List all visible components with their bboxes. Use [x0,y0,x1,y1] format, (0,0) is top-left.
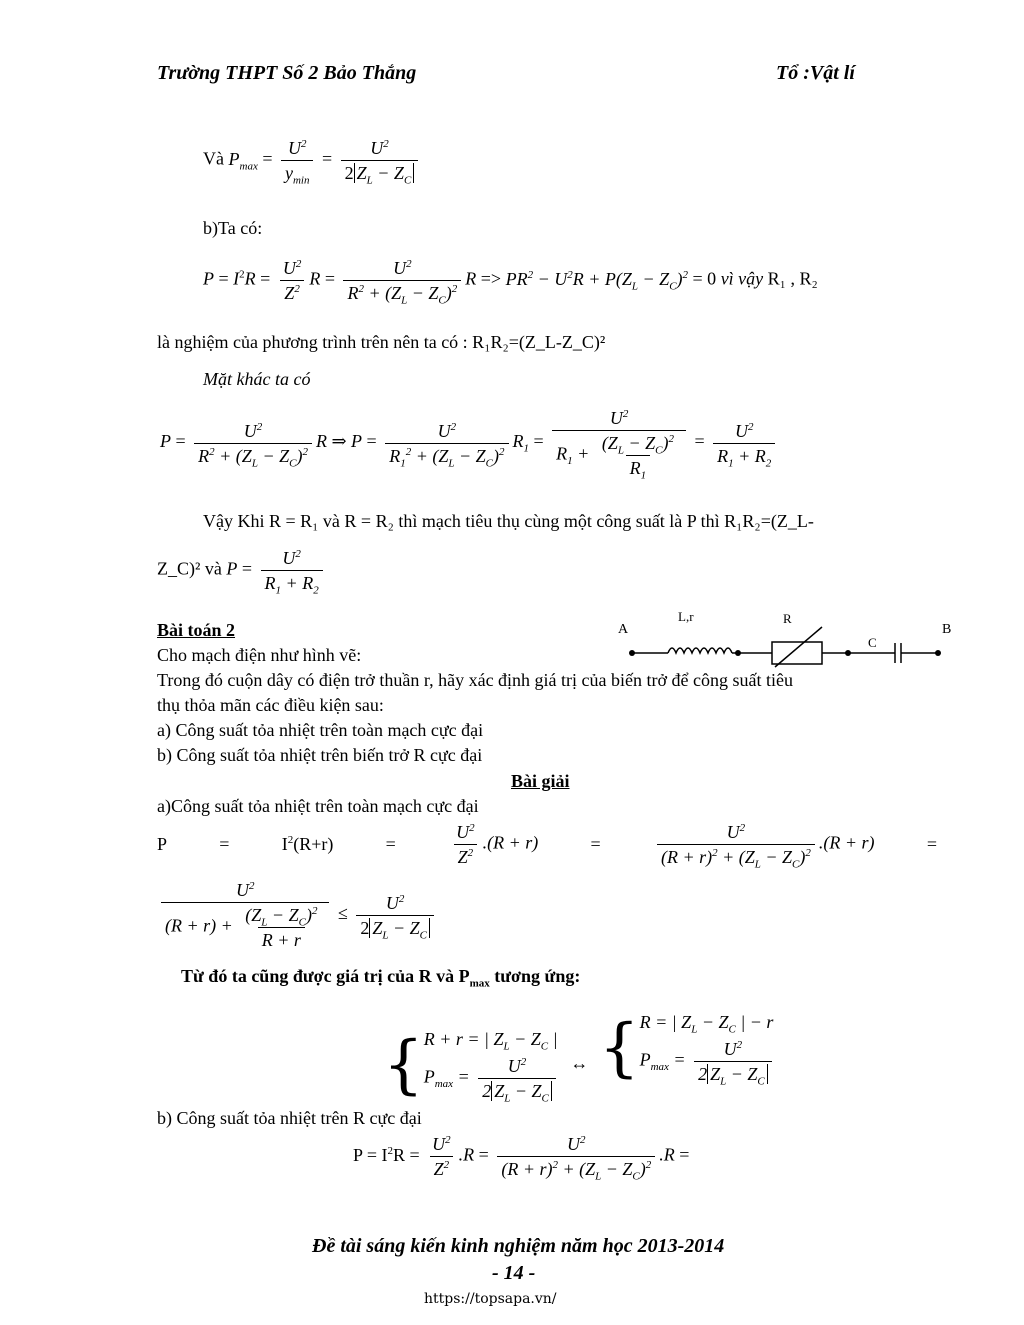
eq-p5: $U^2$ (R + r) + $\frac{(Z_L - Z_C)^2}{R + r}$ ≤ $\frac{U^2}{2 Z_L - Z_C}$ [157,880,438,950]
eq-p4: P = $I^2(R+r)$ = $\frac{U^2}{Z^2}$ .(R + r) = $\frac{U^2}{(R + r)^2 + (Z_L - Z_C)^2}$ .(R + r) = [157,822,937,871]
inductor-icon [668,648,732,653]
eq-p1: $P = I^2R$ = $\frac{U^2}{Z^2}$ R = $\frac{U^2}{R^2 + (Z_L - Z_C)^2}$ $R => PR^2 - U^2R + P(Z_L - Z_C)^2 = 0$ vì vậy R₁ , R₂ [203,258,818,307]
circuit-label-a: A [618,622,629,637]
header-school: Trường THPT Số 2 Bảo Thắng [157,62,417,84]
text-va: Và [203,148,224,169]
footer-title: Đề tài sáng kiến kinh nghiệm năm học 2013-2014 [312,1235,725,1257]
eq-p2: P = $\frac{U^2}{R^2 + (Z_L - Z_C)^2}$ R ⇒ P = $\frac{U^2}{R_1^2 + (Z_L - Z_C)^2}$ $R_1$ = $U^2$ $R_1$ + $\frac{(Z_L - Z_C)^2}{R_1}$ = $\frac{U^2}{R_1 + R_2}$ [160,408,779,478]
resistor-icon [772,642,822,664]
bai2-giai: Bài giải [511,771,570,791]
bai2-tudo: Từ đó ta cũng được giá trị của R và $P_{max}$ tương ứng: [181,966,581,990]
bai2-l1: Cho mạch điện như hình vẽ: [157,645,362,665]
text-zc: Z_C)² và [157,558,222,579]
circuit-diagram [610,605,960,670]
circuit-label-b: B [942,622,952,637]
bai2-l3: thụ thỏa mãn các điều kiện sau: [157,695,384,715]
bai2-l2: Trong đó cuộn dây có điện trở thuần r, hãy xác định giá trị của biến trở để công suất tiêu [157,670,793,690]
header-dept: Tổ :Vật lí [776,62,855,84]
footer-url[interactable]: https://topsapa.vn/ [424,1291,557,1307]
text-r1r2: R₁ , R₂ [767,268,818,289]
bai2-title: Bài toán 2 [157,620,236,640]
bai2-l5: b) Công suất tỏa nhiệt trên biến trở R cực đại [157,745,483,765]
circuit-label-r: R [783,611,792,626]
bai2-l4: a) Công suất tỏa nhiệt trên toàn mạch cực đại [157,720,484,740]
text-matkhac: Mặt khác ta có [203,369,311,389]
eq-p3: Z_C)² và P = $\frac{U^2}{R_1 + R_2}$ [157,548,327,593]
text-b: b)Ta có: [203,218,263,238]
eq-pmax: Và $P_{max}$ = $\frac{U^2}{y_{min}}$ = $\frac{U^2}{2 Z_L - Z_C}$ [203,138,422,183]
eq-system: { R + r = | $Z_L - Z_C$ | $P_{max}$ = $\frac{U^2}{2 Z_L - Z_C}$ ↔ { R = | $Z_L - Z_C$ | − r $P_{max}$ = $\frac{U^2}{2 Z_L - Z_C}$ [383,1011,774,1105]
bai2-a: a)Công suất tỏa nhiệt trên toàn mạch cực đại [157,796,479,816]
footer-page: - 14 - [492,1262,536,1284]
text-vayvay: vì vậy [720,268,764,289]
text-vay: Vậy Khi R = R₁ và R = R₂ thì mạch tiêu thụ cùng một công suất là P thì R₁R₂=(Z_L- [203,511,814,531]
eq-p6: $P = I^2R$ = $\frac{U^2}{Z^2}$ .R = $\frac{U^2}{(R + r)^2 + (Z_L - Z_C)^2}$ .R = [353,1134,690,1183]
bai2-b: b) Công suất tỏa nhiệt trên R cực đại [157,1108,422,1128]
circuit-label-c: C [868,635,877,650]
text-nghiem: là nghiệm của phương trình trên nên ta có : R₁R₂=(Z_L-Z_C)² [157,332,606,352]
circuit-label-lr: L,r [678,609,694,624]
